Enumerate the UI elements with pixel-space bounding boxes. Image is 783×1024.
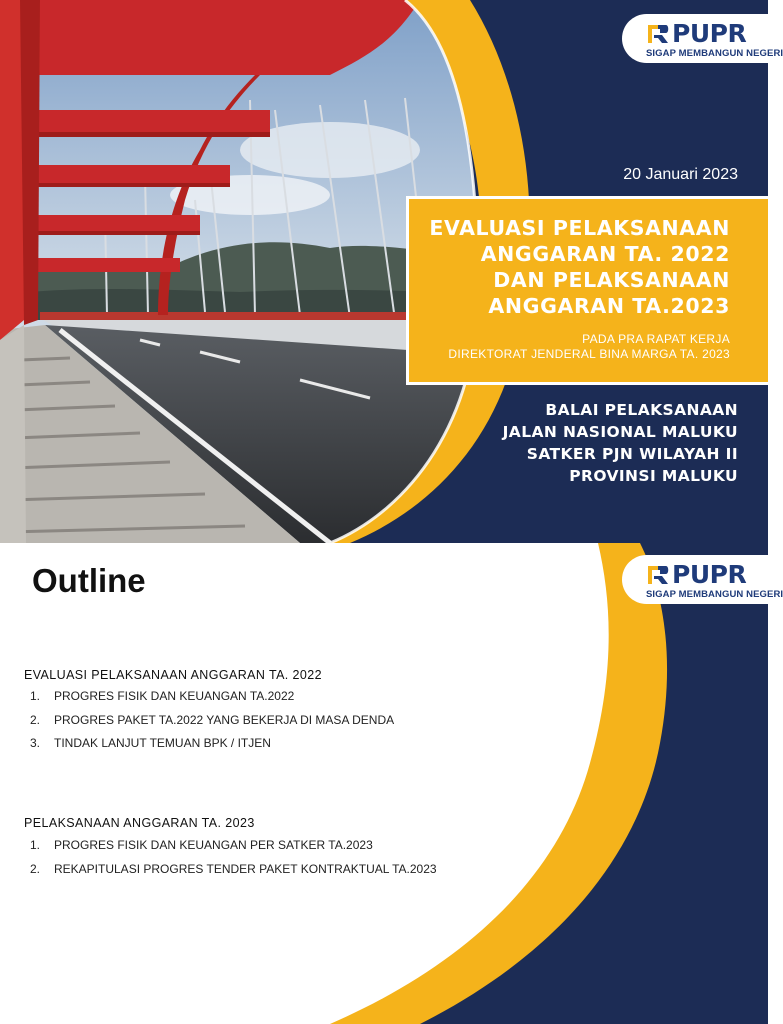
subtitle-line: DIREKTORAT JENDERAL BINA MARGA TA. 2023 <box>448 347 730 361</box>
outline-title: Outline <box>32 562 146 599</box>
title-line: ANGGARAN TA. 2022 <box>480 242 730 266</box>
section-heading: PELAKSANAAN ANGGARAN TA. 2023 <box>24 816 255 830</box>
org-line: PROVINSI MALUKU <box>569 467 738 485</box>
cover-title <box>429 215 730 319</box>
org-line: JALAN NASIONAL MALUKU <box>502 423 738 441</box>
title-line: ANGGARAN TA.2023 <box>488 294 730 318</box>
title-line: EVALUASI PELAKSANAAN <box>429 216 730 240</box>
org-line: BALAI PELAKSANAAN <box>545 401 738 419</box>
pupr-logo <box>622 555 783 604</box>
section-list <box>30 834 437 881</box>
section-heading: EVALUASI PELAKSANAAN ANGGARAN TA. 2022 <box>24 668 322 682</box>
item-text: TINDAK LANJUT TEMUAN BPK / ITJEN <box>54 736 271 750</box>
organization-block <box>503 399 738 487</box>
title-line: DAN PELAKSANAAN <box>493 268 730 292</box>
outline-slide <box>0 543 783 1024</box>
section-list <box>30 685 394 756</box>
item-text: PROGRES PAKET TA.2022 YANG BEKERJA DI MASA DENDA <box>54 712 395 727</box>
presentation-date: 20 Januari 2023 <box>623 166 738 183</box>
pupr-emblem-icon <box>646 564 670 586</box>
item-number: 1. <box>30 689 41 703</box>
item-number: 2. <box>30 861 41 876</box>
item-text: REKAPITULASI PROGRES TENDER PAKET KONTRAKTUAL TA.2023 <box>54 861 437 876</box>
item-number: 1. <box>30 838 41 852</box>
list-item <box>30 858 437 882</box>
logo-tagline: SIGAP MEMBANGUN NEGERI <box>646 48 783 59</box>
outline-decoration <box>0 543 783 1024</box>
pupr-logo <box>622 14 783 63</box>
item-text: PROGRES FISIK DAN KEUANGAN PER SATKER TA.2023 <box>54 838 373 852</box>
title-box <box>406 196 768 385</box>
logo-tagline: SIGAP MEMBANGUN NEGERI <box>646 589 783 600</box>
cover-subtitle <box>448 332 730 362</box>
item-number: 2. <box>30 712 41 727</box>
list-item <box>30 732 394 756</box>
item-text: PROGRES FISIK DAN KEUANGAN TA.2022 <box>54 689 295 703</box>
subtitle-line: PADA PRA RAPAT KERJA <box>582 332 730 346</box>
list-item <box>30 834 437 858</box>
item-number: 3. <box>30 736 41 750</box>
logo-wordmark: PUPR <box>672 560 747 589</box>
list-item <box>30 685 394 709</box>
org-line: SATKER PJN WILAYAH II <box>526 445 738 463</box>
pupr-emblem-icon <box>646 23 670 45</box>
logo-wordmark: PUPR <box>672 19 747 48</box>
list-item <box>30 709 394 733</box>
